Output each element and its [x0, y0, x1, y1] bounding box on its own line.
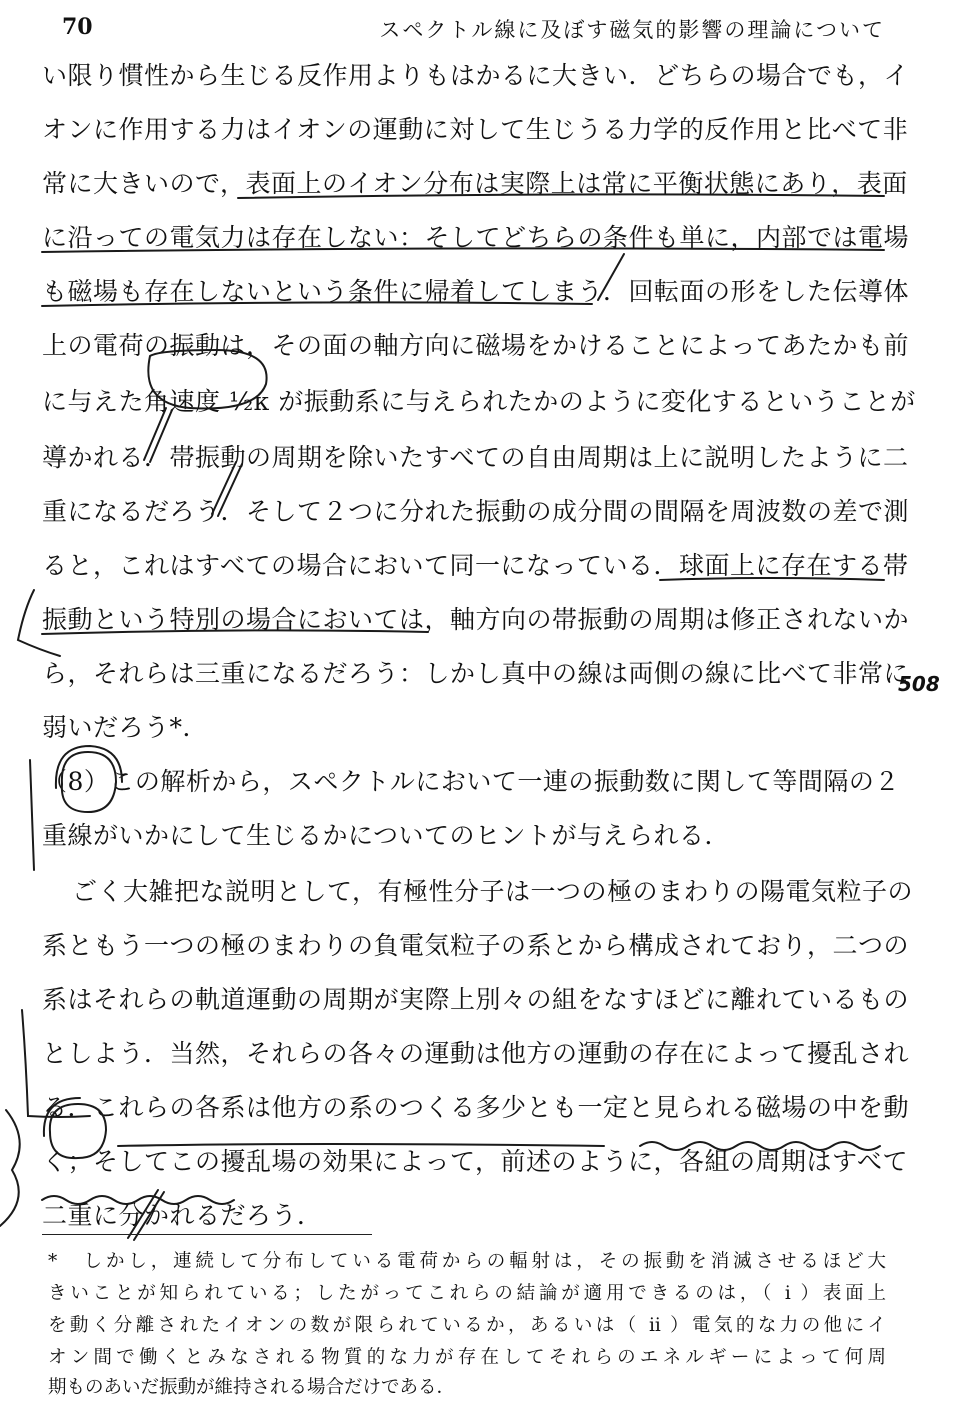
- text-line: オンに作用する力はイオンの運動に対して生じうる力学的反作用と比べて非: [42, 115, 909, 144]
- text-line: 弱いだろう*．: [42, 713, 209, 742]
- margin-bracket: [0, 1110, 20, 1226]
- margin-page-number: 508: [898, 672, 940, 696]
- text-line: 重線がいかにして生じるかについてのヒントが与えられる．: [42, 821, 731, 850]
- footnote-line: きいことが知られている；したがってこれらの結論が適用できるのは，（ i ）表面上: [48, 1283, 886, 1304]
- text-line: い限り慣性から生じる反作用よりもはかるに大きい．どちらの場合でも，イ: [42, 61, 910, 90]
- footnote-line: オン間で働くとみなされる物質的な力が存在してそれらのエネルギーによって何周: [48, 1347, 886, 1368]
- text-line: に与えた角速度 ½κ が振動系に与えられたかのように変化するということが: [42, 387, 916, 416]
- text-line: る．これらの各系は他方の系のつくる多少とも一定と見られる磁場の中を動: [42, 1093, 910, 1122]
- text-line: としよう．当然，それらの各々の運動は他方の運動の存在によって擾乱され: [42, 1039, 910, 1068]
- footnote-line: * しかし，連続して分布している電荷からの輻射は，その振動を消滅させるほど大: [48, 1251, 886, 1272]
- text-line: （8）この解析から，スペクトルにおいて一連の振動数に関して等間隔の２: [42, 767, 900, 796]
- text-line: ると，これはすべての場合において同一になっている．球面上に存在する帯: [42, 551, 909, 580]
- text-line: ごく大雑把な説明として，有極性分子は一つの極のまわりの陽電気粒子の: [72, 877, 914, 906]
- text-line: も磁場も存在しないという条件に帰着してしまう．回転面の形をした伝導体: [42, 277, 910, 306]
- footnote-line: 期ものあいだ振動が維持される場合だけである．: [48, 1377, 456, 1398]
- footnote-line: を動く分離されたイオンの数が限られているか，あるいは（ ii ）電気的な力の他にイ: [48, 1315, 886, 1336]
- text-line: 常に大きいので，表面上のイオン分布は実際上は常に平衡状態にあり，表面: [42, 169, 908, 198]
- text-line: 上の電荷の振動は，その面の軸方向に磁場をかけることによってあたかも前: [42, 331, 910, 360]
- text-line: 振動という特別の場合においては，軸方向の帯振動の周期は修正されないか: [42, 605, 910, 634]
- text-line: ら，それらは三重になるだろう：しかし真中の線は両側の線に比べて非常に: [42, 659, 910, 688]
- text-line: 系ともう一つの極のまわりの負電気粒子の系とから構成されており，二つの: [42, 931, 910, 960]
- running-title: スペクトル線に及ぼす磁気的影響の理論について: [379, 18, 885, 42]
- text-line: に沿っての電気力は存在しない：そしてどちらの条件も単に，内部では電場: [42, 223, 910, 252]
- text-line: く；そしてこの擾乱場の効果によって，前述のように，各組の周期はすべて: [42, 1147, 909, 1176]
- text-line: 系はそれらの軌道運動の周期が実際上別々の組をなすほどに離れているもの: [42, 985, 910, 1014]
- text-line: 重になるだろう．そして２つに分れた振動の成分間の間隔を周波数の差で測: [42, 497, 910, 526]
- text-line: 二重に分かれるだろう．: [42, 1201, 323, 1230]
- page-number: 70: [62, 14, 93, 40]
- margin-bracket: [30, 760, 34, 870]
- text-line: 導かれる．帯振動の周期を除いたすべての自由周期は上に説明したように二: [42, 443, 909, 472]
- footnote-rule: [42, 1234, 372, 1235]
